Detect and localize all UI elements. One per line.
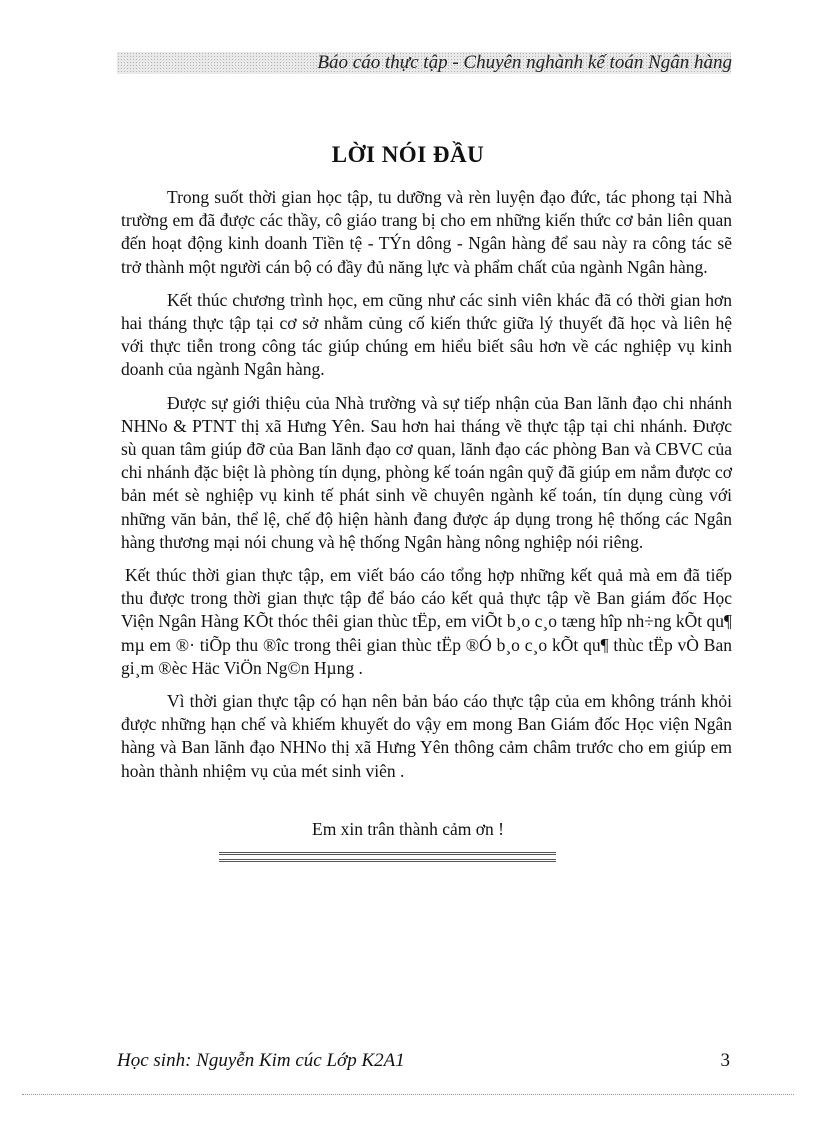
paragraph-3: Được sự giới thiệu của Nhà trường và sự tiếp nhận của Ban lãnh đạo chi nhánh NHNo & PTNT thị xã Hưng Yên. Sau hơn hai tháng về thực tập tại chi nhánh. Được sù quan tâm giúp đỡ của Ban lãnh đạo cơ quan, lãnh đạo các phòng Ban và CBVC của chi nhánh đặc biệt là phòng tín dụng, phòng kế toán ngân quỹ đã giúp em nắm được cơ bản mét sè nghiệp vụ kinh tế phát sinh về chuyên ngành kế toán, tín dụng cùng với những văn bản, thể lệ, chế độ hiện hành đang được áp dụng trong hệ thống các Ngân hàng thương mại nói chung và hệ thống Ngân hàng nông nghiệp nói riêng. bbox=[121, 392, 732, 552]
paragraph-5: Vì thời gian thực tập có hạn nên bản báo cáo thực tập của em không tránh khỏi được những hạn chế và khiếm khuyết do vậy em mong Ban Giám đốc Học viện Ngân hàng và Ban lãnh đạo NHNo thị xã Hưng Yên thông cảm châm trước cho em giúp em hoàn thành nhiệm vụ của mét sinh viên . bbox=[121, 691, 732, 781]
footer-author: Học sinh: Nguyễn Kim cúc Lớp K2A1 bbox=[117, 1050, 405, 1071]
paragraph-2: Kết thúc chương trình học, em cũng như các sinh viên khác đã có thời gian hơn hai tháng thực tập tại cơ sở nhằm củng cố kiến thức giữa lý thuyết đã học và liên hệ với thực tiễn trong công tác giúp chúng em hiểu biết sâu hơn về các nghiệp vụ kinh doanh của ngành Ngân hàng. bbox=[121, 289, 732, 380]
paragraph-1: Trong suốt thời gian học tập, tu dưỡng và rèn luyện đạo đức, tác phong tại Nhà trường em đã được các thầy, cô giáo trang bị cho em những kiến thức cơ bản liên quan đến hoạt động kinh doanh Tiền tệ - TÝn dông - Ngân hàng để sau này ra công tác sẽ trở thành một người cán bộ có đầy đủ năng lực và phẩm chất của ngành Ngân hàng. bbox=[121, 187, 732, 277]
running-header: Báo cáo thực tập - Chuyên nghành kế toán Ngân hàng bbox=[317, 52, 732, 73]
document-title: LỜI NÓI ĐẦU bbox=[331, 142, 485, 167]
footer-rule bbox=[22, 1094, 794, 1095]
separator-rule bbox=[219, 852, 556, 862]
document-body bbox=[121, 186, 732, 793]
closing-line: Em xin trân thành cảm ơn ! bbox=[312, 819, 504, 839]
paragraph-4: Kết thúc thời gian thực tập, em viết báo cáo tổng hợp những kết quả mà em đã tiếp thu được trong thời gian thực tập để báo cáo kết quả thực tập về Ban giám đốc Học Viện Ngân Hàng KÕt thóc thêi gian thùc tËp, em viÕt b¸o c¸o tæng hîp nh÷ng kÕt qu¶ mµ em ®· tiÕp thu ®îc trong thêi gian thùc tËp ®Ó b¸o c¸o kÕt qu¶ thùc tËp vÒ Ban gi¸m ®èc Häc ViÖn Ng©n Hµng . bbox=[121, 565, 732, 678]
page-number: 3 bbox=[720, 1050, 730, 1071]
